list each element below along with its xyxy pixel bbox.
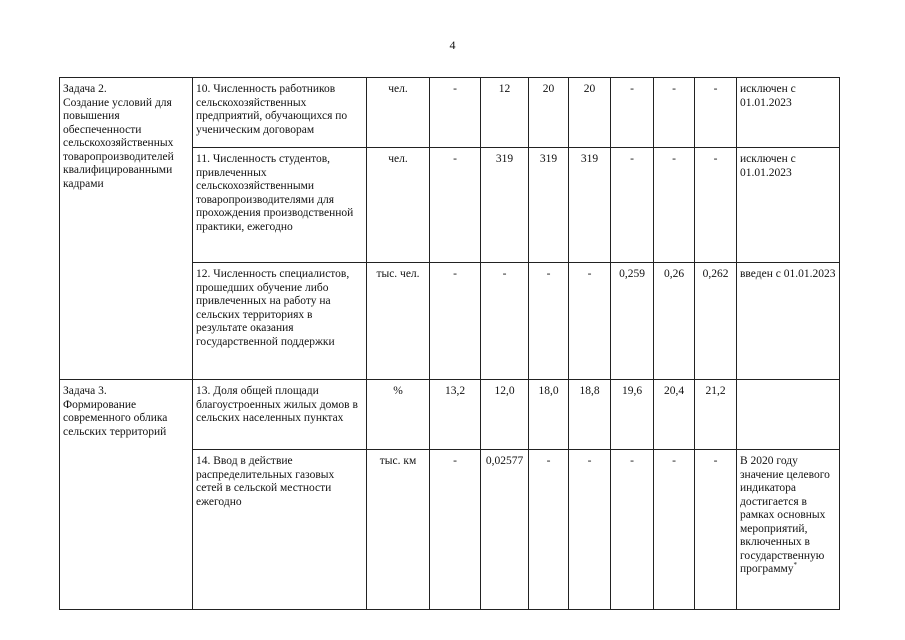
value-cell: 319 (529, 148, 569, 263)
value-cell: 20 (529, 78, 569, 148)
value-cell: - (695, 148, 737, 263)
value-cell: - (611, 450, 654, 610)
value-cell: - (695, 78, 737, 148)
value-cell: - (569, 450, 611, 610)
footnote-mark: * (793, 561, 798, 570)
value-cell: 21,2 (695, 380, 737, 450)
unit-cell: тыс. чел. (367, 263, 430, 380)
value-cell: 0,262 (695, 263, 737, 380)
value-cell: - (430, 148, 481, 263)
note-cell: исключен с 01.01.2023 (737, 148, 840, 263)
value-cell: 13,2 (430, 380, 481, 450)
task-description: Формирование современного облика сельских территорий (63, 398, 168, 438)
value-cell: 12,0 (481, 380, 529, 450)
task-cell-3 (60, 380, 193, 610)
value-cell: - (430, 263, 481, 380)
indicator-cell: 10. Численность работников сельскохозяйственных предприятий, обучающихся по ученическим договорам (193, 78, 367, 148)
task-cell-2 (60, 78, 193, 380)
value-cell: 18,8 (569, 380, 611, 450)
value-cell: - (611, 78, 654, 148)
value-cell: - (529, 263, 569, 380)
unit-cell: тыс. км (367, 450, 430, 610)
unit-cell: чел. (367, 78, 430, 148)
table-row (60, 78, 840, 148)
value-cell: - (654, 78, 695, 148)
value-cell: 0,259 (611, 263, 654, 380)
value-cell: - (654, 148, 695, 263)
value-cell: - (529, 450, 569, 610)
indicator-cell: 11. Численность студентов, привлеченных сельскохозяйственными товаропроизводителями для прохождения производственной практики, ежегодно (193, 148, 367, 263)
value-cell: 18,0 (529, 380, 569, 450)
note-cell: исключен с 01.01.2023 (737, 78, 840, 148)
value-cell: - (695, 450, 737, 610)
value-cell: - (569, 263, 611, 380)
unit-cell: чел. (367, 148, 430, 263)
indicators-table (59, 77, 840, 610)
indicator-cell: 13. Доля общей площади благоустроенных жилых домов в сельских населенных пунктах (193, 380, 367, 450)
value-cell: - (430, 78, 481, 148)
note-cell: введен с 01.01.2023 (737, 263, 840, 380)
note-cell (737, 450, 840, 610)
value-cell: 0,02577 (481, 450, 529, 610)
task-description: Создание условий для повышения обеспеченности сельскохозяйственных товаропроизводителей квалифицированными кадрами (63, 96, 174, 190)
value-cell: - (481, 263, 529, 380)
value-cell: - (654, 450, 695, 610)
page-number: 4 (449, 38, 456, 52)
note-text: В 2020 году значение целевого индикатора достигается в рамках основных мероприятий, включенных в государственную программу (740, 455, 830, 575)
value-cell: 12 (481, 78, 529, 148)
value-cell: 319 (481, 148, 529, 263)
task-label: Задача 3. (63, 385, 107, 397)
table-row (60, 380, 840, 450)
unit-cell: % (367, 380, 430, 450)
value-cell: - (611, 148, 654, 263)
indicator-cell: 12. Численность специалистов, прошедших обучение либо привлеченных на работу на сельских территориях в результате оказания государственной поддержки (193, 263, 367, 380)
value-cell: 20 (569, 78, 611, 148)
task-label: Задача 2. (63, 83, 107, 95)
value-cell: 19,6 (611, 380, 654, 450)
value-cell: 319 (569, 148, 611, 263)
note-cell (737, 380, 840, 450)
value-cell: - (430, 450, 481, 610)
value-cell: 0,26 (654, 263, 695, 380)
indicator-cell: 14. Ввод в действие распределительных газовых сетей в сельской местности ежегодно (193, 450, 367, 610)
value-cell: 20,4 (654, 380, 695, 450)
